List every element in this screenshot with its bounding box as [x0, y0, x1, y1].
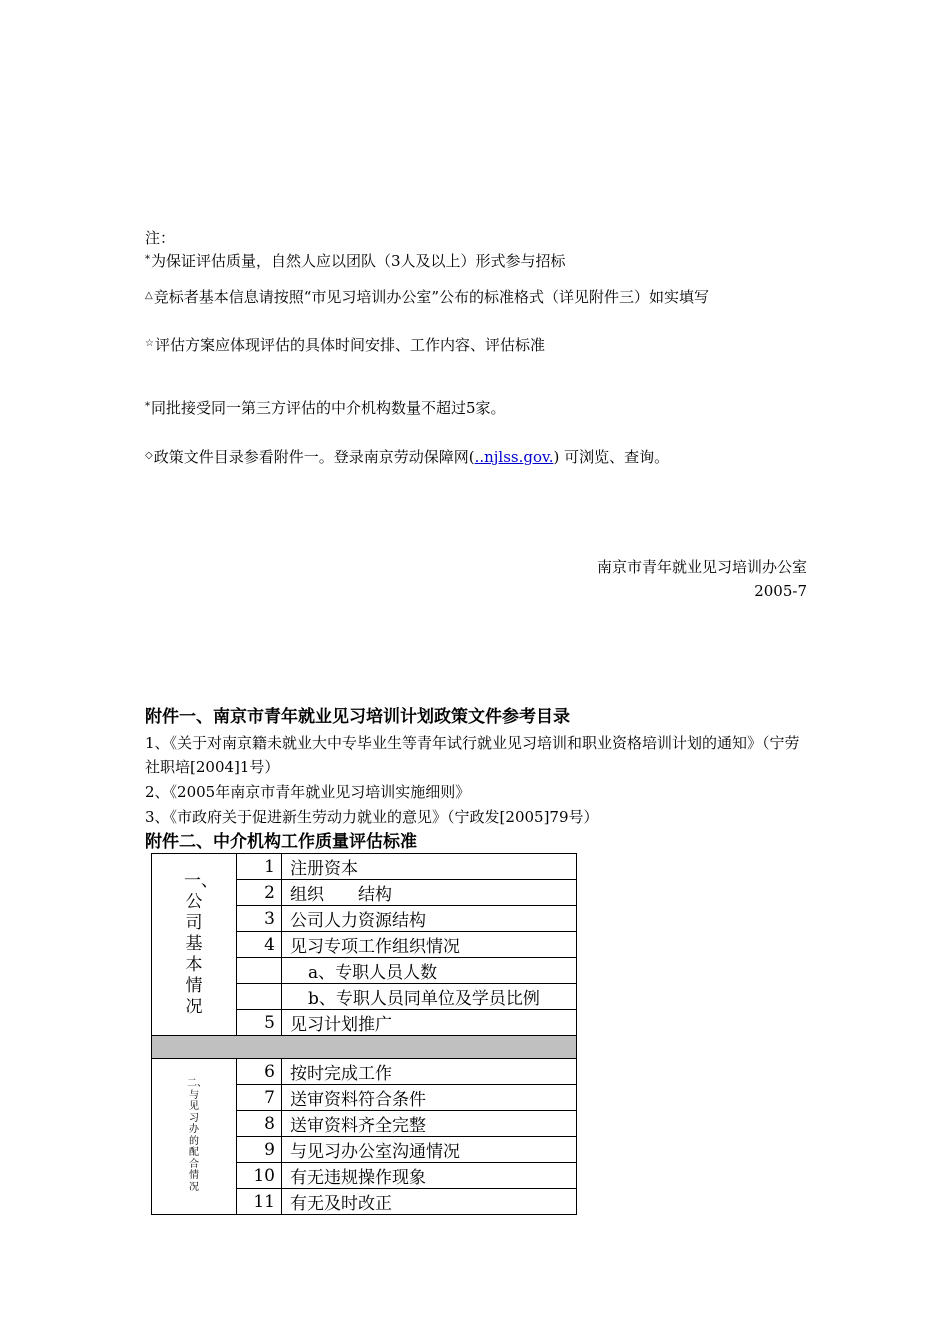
row-number: 11	[237, 1189, 282, 1215]
row-item: 见习专项工作组织情况	[282, 932, 577, 958]
section-divider-row	[152, 1036, 577, 1059]
appendix1-item: 1、《关于对南京籍未就业大中专毕业生等青年试行就业见习培训和职业资格培训计划的通知》（宁劳社职培[2004]1号）	[145, 734, 800, 776]
row-number: 8	[237, 1111, 282, 1137]
note-text: 竞标者基本信息请按照“市见习培训办公室”公布的标准格式（详见附件三）如实填写	[153, 288, 710, 306]
note-item	[145, 251, 566, 274]
website-link[interactable]: ..njlss.gov.	[474, 448, 554, 466]
section1-label: 一、公司基本情况	[184, 871, 218, 1017]
row-item: 有无及时改正	[282, 1189, 577, 1215]
note-item	[145, 447, 669, 470]
asterisk-mark: *	[145, 401, 150, 412]
star-mark: ☆	[145, 338, 154, 349]
row-number: 1	[237, 854, 282, 880]
row-number	[237, 984, 282, 1010]
appendix1-title: 附件一、南京市青年就业见习培训计划政策文件参考目录	[145, 707, 570, 727]
row-number: 3	[237, 906, 282, 932]
row-number: 7	[237, 1085, 282, 1111]
note-text: 评估方案应体现评估的具体时间安排、工作内容、评估标准	[154, 336, 545, 354]
evaluation-table	[151, 853, 577, 1215]
row-number: 10	[237, 1163, 282, 1189]
signature-date: 2005-7	[754, 582, 807, 600]
section2-label: 二、与见习办的配合情况	[187, 1078, 207, 1193]
notes-title: 注：	[145, 229, 176, 247]
row-number: 2	[237, 880, 282, 906]
table-row	[152, 854, 577, 880]
row-item: 按时完成工作	[282, 1059, 577, 1085]
row-item: a、专职人员人数	[282, 958, 577, 984]
table-row	[152, 1059, 577, 1085]
note-text: 同批接受同一第三方评估的中介机构数量不超过5家。	[151, 399, 506, 417]
row-item: 送审资料符合条件	[282, 1085, 577, 1111]
row-item: 与见习办公室沟通情况	[282, 1137, 577, 1163]
note-text-after: ) 可浏览、查询。	[553, 448, 670, 466]
row-number: 4	[237, 932, 282, 958]
appendix1-item: 3、《市政府关于促进新生劳动力就业的意见》（宁政发[2005]79号）	[145, 808, 599, 826]
row-item: 见习计划推广	[282, 1010, 577, 1036]
note-text: 为保证评估质量，自然人应以团队（3人及以上）形式参与招标	[151, 252, 566, 270]
triangle-mark: △	[145, 290, 153, 301]
note-item	[145, 335, 545, 358]
row-item: 注册资本	[282, 854, 577, 880]
row-item: 送审资料齐全完整	[282, 1111, 577, 1137]
note-item	[145, 287, 709, 310]
diamond-mark: ◇	[145, 450, 153, 461]
row-number: 6	[237, 1059, 282, 1085]
row-number	[237, 958, 282, 984]
row-number: 5	[237, 1010, 282, 1036]
row-item: 组织 结构	[282, 880, 577, 906]
section-divider	[152, 1036, 577, 1059]
note-text: 政策文件目录参看附件一。登录南京劳动保障网(	[153, 448, 475, 466]
appendix2-title: 附件二、中介机构工作质量评估标准	[145, 832, 417, 852]
signature-org: 南京市青年就业见习培训办公室	[596, 558, 807, 576]
asterisk-mark: *	[145, 254, 150, 265]
note-item	[145, 398, 506, 421]
appendix1-item: 2、《2005年南京市青年就业见习培训实施细则》	[145, 783, 471, 801]
row-item: 公司人力资源结构	[282, 906, 577, 932]
row-item: b、专职人员同单位及学员比例	[282, 984, 577, 1010]
row-number: 9	[237, 1137, 282, 1163]
section2-label-cell	[152, 1059, 237, 1215]
section1-label-cell	[152, 854, 237, 1036]
row-item: 有无违规操作现象	[282, 1163, 577, 1189]
